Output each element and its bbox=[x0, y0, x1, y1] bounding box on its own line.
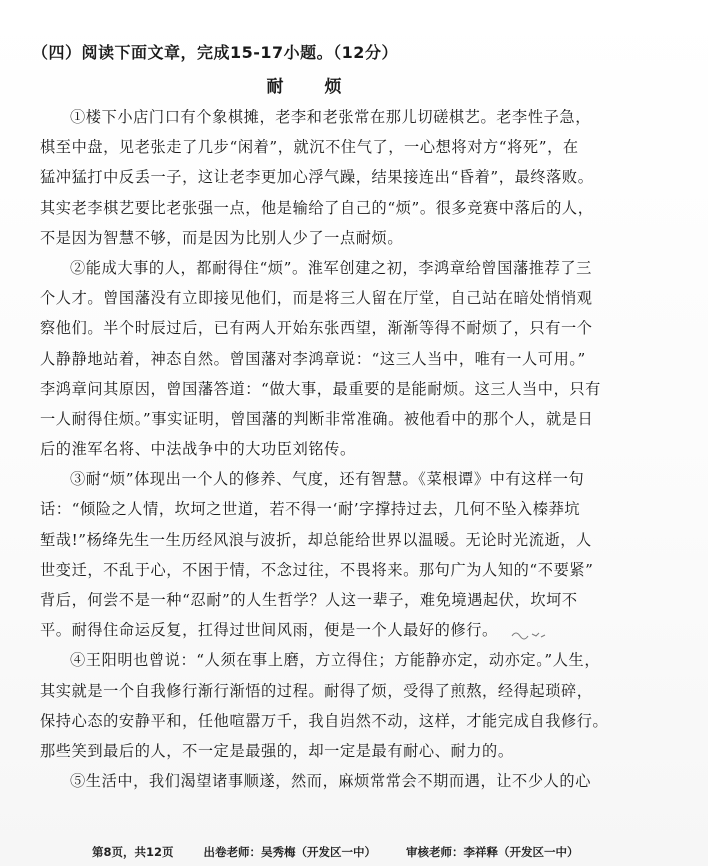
text-line: 其实老李棋艺要比老张强一点，他是输给了自己的“烦”。很多竞赛中落后的人， bbox=[40, 198, 594, 217]
text-line: 猛冲猛打中反丢一子，这让老李更加心浮气躁，结果接连出“昏着”，最终落败。 bbox=[40, 168, 594, 187]
text-line: 那些笑到最后的人，不一定是最强的，却一定是最有耐心、耐力的。 bbox=[40, 741, 514, 760]
text-line: 其实就是一个自我修行渐行渐悟的过程。耐得了烦，受得了煎熬，经得起琐碎， bbox=[40, 681, 593, 700]
article-title: 耐 烦 bbox=[266, 77, 354, 97]
text-line: ②能成大事的人，都耐得住“烦”。淮军创建之初，李鸿章给曾国藩推荐了三 bbox=[70, 258, 592, 277]
text-line: 棋至中盘，见老张走了几步“闲着”，就沉不住气了，一心想将对方“将死”，在 bbox=[40, 138, 579, 157]
page-footer bbox=[92, 844, 605, 860]
pen-mark bbox=[510, 628, 550, 642]
text-line: ④王阳明也曾说：“人须在事上磨，方立得住；方能静亦定，动亦定。”人生， bbox=[70, 651, 601, 670]
text-line: 世变迁，不乱于心，不困于情，不念过往，不畏将来。那句广为人知的“不要紧” bbox=[40, 560, 594, 579]
footer-author: 出卷老师：吴秀梅（开发区一中） bbox=[203, 845, 377, 859]
text-line: 话：“倾险之人情，坎坷之世道，若不得一‘耐’字撑持过去，几何不坠入榛莽坑 bbox=[40, 500, 581, 519]
text-line: 堑哉!”杨绛先生一生历经风浪与波折，却总能给世界以温暖。无论时光流逝，人 bbox=[40, 530, 592, 549]
text-line: 人静静地站着，神态自然。曾国藩对李鸿章说：“这三人当中，唯有一人可用。” bbox=[40, 349, 586, 368]
text-line: ③耐“烦”体现出一个人的修养、气度，还有智慧。《菜根谭》中有这样一句 bbox=[70, 470, 585, 489]
text-line: 保持心态的安静平和，任他喧嚣万千，我自岿然不动，这样，才能完成自我修行。 bbox=[40, 711, 609, 730]
footer-reviewer: 审核老师：李祥释（开发区一中） bbox=[406, 845, 579, 859]
text-line: 平。耐得住命运反复，扛得过世间风雨，便是一个人最好的修行。 bbox=[40, 621, 498, 640]
text-line: 李鸿章问其原因，曾国藩答道：“做大事，最重要的是能耐烦。这三人当中，只有 bbox=[40, 379, 601, 398]
text-line: 个人才。曾国藩没有立即接见他们，而是将三人留在厅堂，自己站在暗处悄悄观 bbox=[40, 289, 593, 308]
text-line: 察他们。半个时辰过后，已有两人开始东张西望，渐渐等得不耐烦了，只有一个 bbox=[40, 319, 593, 338]
text-line: 不是因为智慧不够，而是因为比别人少了一点耐烦。 bbox=[40, 228, 404, 247]
article-body bbox=[40, 102, 680, 796]
text-line: ⑤生活中，我们渴望诸事顺遂，然而，麻烦常常会不期而遇，让不少人的心 bbox=[70, 772, 591, 791]
footer-page-number: 第8页，共12页 bbox=[92, 845, 174, 859]
section-heading: （四）阅读下面文章，完成15-17小题。（12分） bbox=[32, 43, 398, 62]
text-line: 一人耐得住烦。”事实证明，曾国藩的判断非常准确。被他看中的那个人，就是日 bbox=[40, 409, 594, 428]
text-line: ①楼下小店门口有个象棋摊，老李和老张常在那儿切磋棋艺。老李性子急， bbox=[70, 108, 591, 126]
text-line: 背后，何尝不是一种“忍耐”的人生哲学？人这一辈子，难免境遇起伏，坎坷不 bbox=[40, 591, 578, 609]
text-line: 后的淮军名将、中法战争中的大功臣刘铭传。 bbox=[40, 440, 356, 459]
